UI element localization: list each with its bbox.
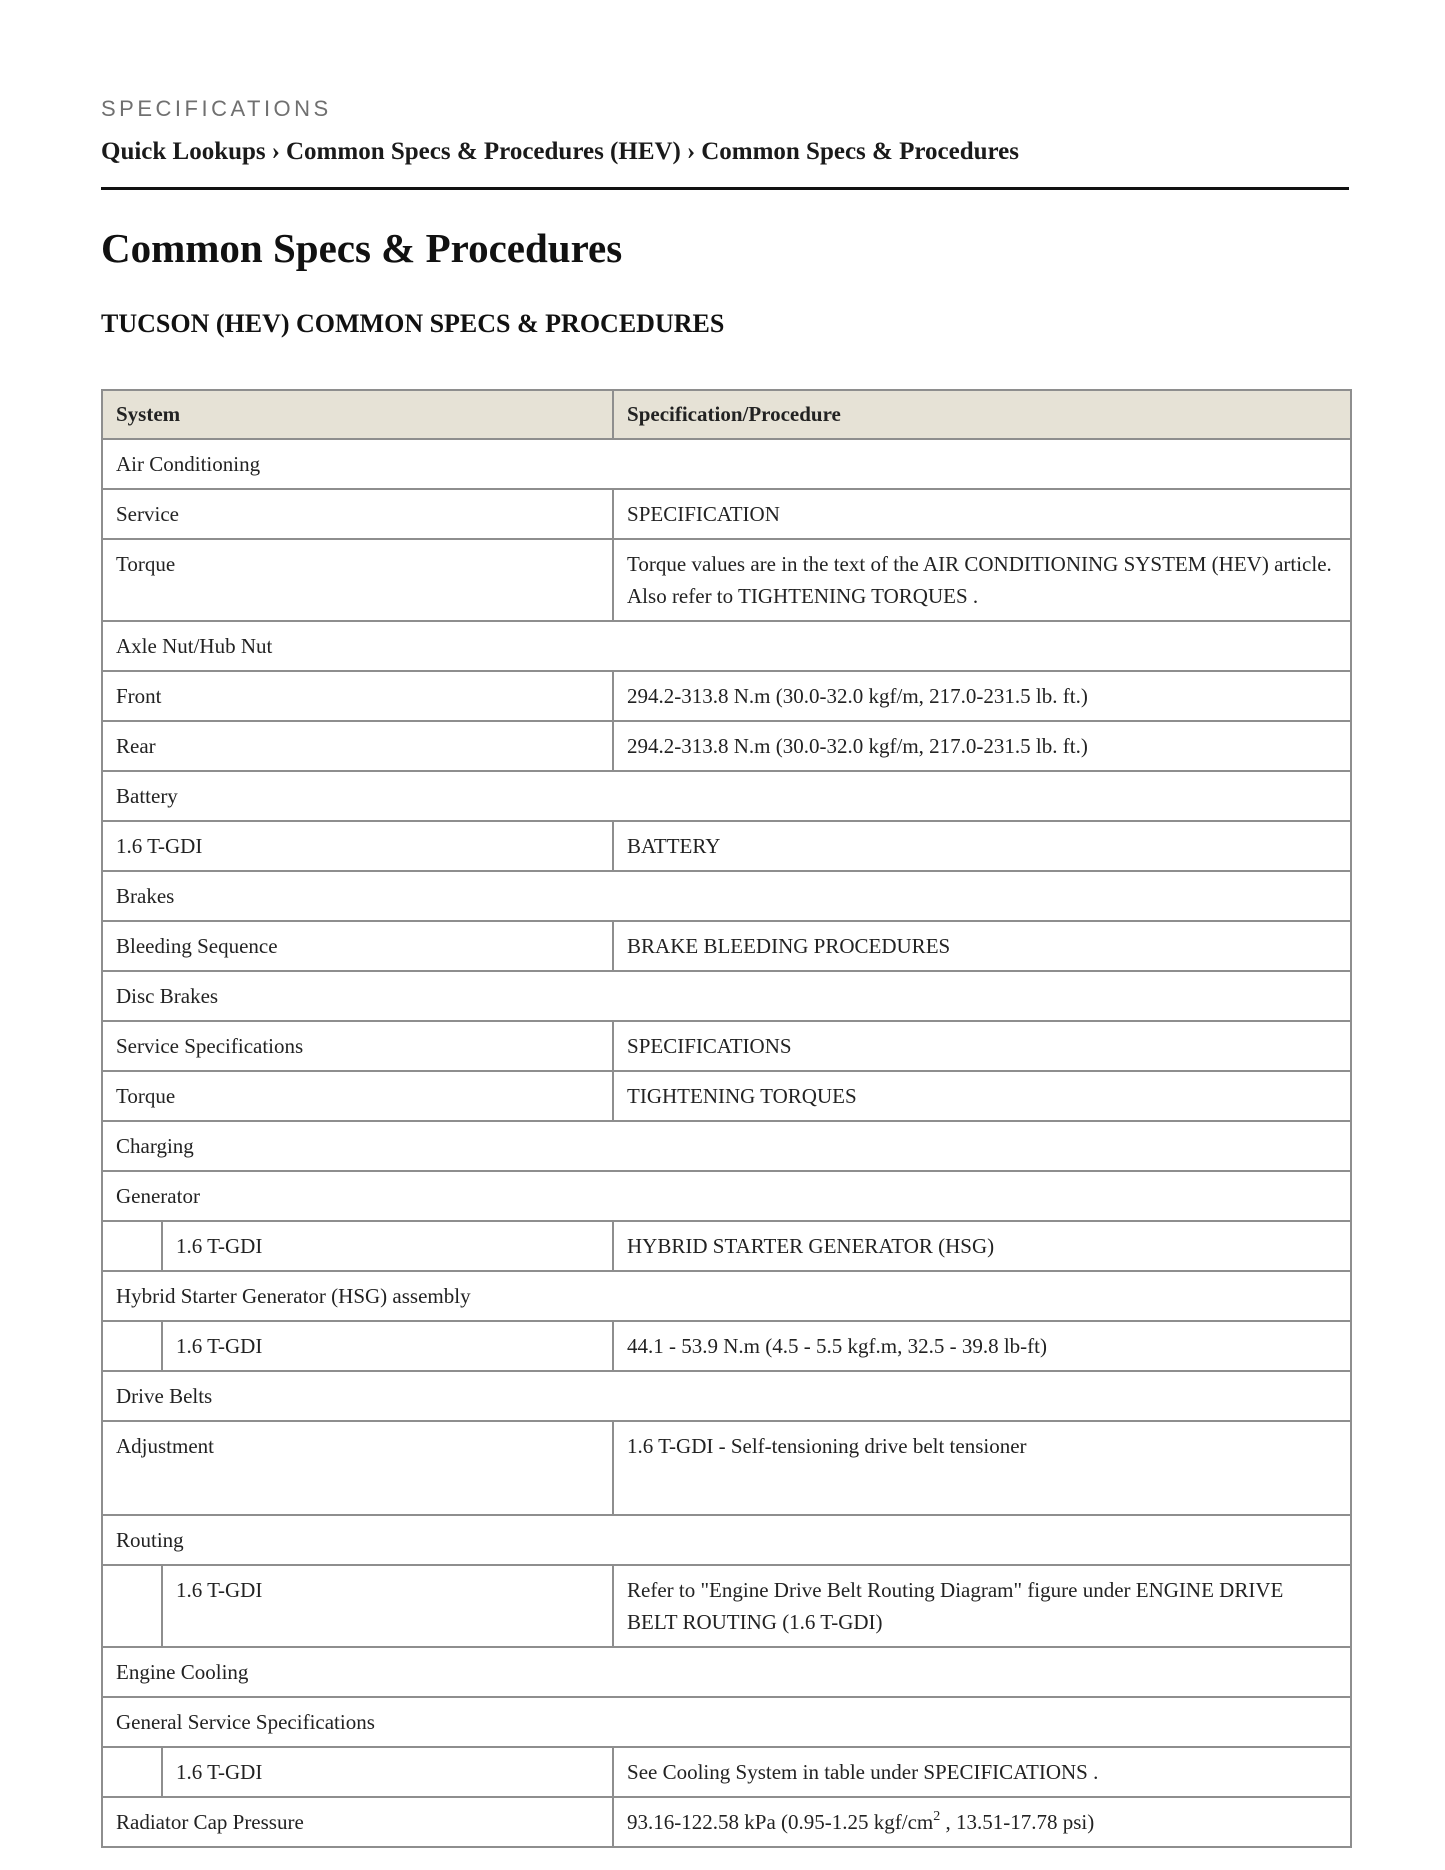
system-cell: Front bbox=[102, 671, 613, 721]
table-row-subgroup bbox=[102, 1697, 1351, 1747]
page-subtitle: TUCSON (HEV) COMMON SPECS & PROCEDURES bbox=[101, 309, 725, 338]
table-row-group bbox=[102, 1371, 1351, 1421]
system-cell: Air Conditioning bbox=[102, 439, 1351, 489]
table-row bbox=[102, 721, 1351, 771]
indent-gutter-cell bbox=[102, 1321, 162, 1371]
system-cell: 1.6 T-GDI bbox=[162, 1321, 613, 1371]
system-cell: Bleeding Sequence bbox=[102, 921, 613, 971]
spec-value-text: 93.16-122.58 kPa (0.95-1.25 kgf/cm bbox=[627, 1810, 934, 1834]
system-cell: Axle Nut/Hub Nut bbox=[102, 621, 1351, 671]
spec-cell[interactable]: HYBRID STARTER GENERATOR (HSG) bbox=[613, 1221, 1351, 1271]
spec-cell[interactable]: BATTERY bbox=[613, 821, 1351, 871]
system-cell: Battery bbox=[102, 771, 1351, 821]
table-row bbox=[102, 821, 1351, 871]
system-cell: Service Specifications bbox=[102, 1021, 613, 1071]
table-header-row bbox=[102, 390, 1351, 439]
table-row bbox=[102, 1797, 1351, 1847]
system-cell: General Service Specifications bbox=[102, 1697, 1351, 1747]
page-title: Common Specs & Procedures bbox=[101, 225, 623, 271]
system-cell: Generator bbox=[102, 1171, 1351, 1221]
spec-cell: 294.2-313.8 N.m (30.0-32.0 kgf/m, 217.0-231.5 lb. ft.) bbox=[613, 671, 1351, 721]
table-row bbox=[102, 539, 1351, 621]
system-cell: 1.6 T-GDI bbox=[162, 1747, 613, 1797]
table-row-group bbox=[102, 1121, 1351, 1171]
indent-gutter-cell bbox=[102, 1747, 162, 1797]
breadcrumb-separator: › bbox=[686, 138, 696, 165]
table-row-group bbox=[102, 871, 1351, 921]
column-header-spec: Specification/Procedure bbox=[613, 390, 1351, 439]
table-row bbox=[102, 1421, 1351, 1515]
superscript-exponent: 2 bbox=[933, 1809, 941, 1824]
table-row bbox=[102, 489, 1351, 539]
table-row bbox=[102, 1565, 1351, 1647]
spec-cell bbox=[613, 1797, 1351, 1847]
system-cell: Disc Brakes bbox=[102, 971, 1351, 1021]
column-header-system: System bbox=[102, 390, 613, 439]
system-cell: Drive Belts bbox=[102, 1371, 1351, 1421]
system-cell: Brakes bbox=[102, 871, 1351, 921]
section-label: SPECIFICATIONS bbox=[101, 96, 332, 121]
system-cell: Torque bbox=[102, 539, 613, 621]
system-cell: Rear bbox=[102, 721, 613, 771]
table-row bbox=[102, 1021, 1351, 1071]
spec-cell: See Cooling System in table under SPECIFICATIONS . bbox=[613, 1747, 1351, 1797]
indent-gutter-cell bbox=[102, 1565, 162, 1647]
system-cell: 1.6 T-GDI bbox=[162, 1565, 613, 1647]
table-row-group bbox=[102, 439, 1351, 489]
header-divider bbox=[101, 187, 1349, 190]
table-row-subgroup bbox=[102, 971, 1351, 1021]
system-cell: Radiator Cap Pressure bbox=[102, 1797, 613, 1847]
table-row-group bbox=[102, 1647, 1351, 1697]
system-cell: Hybrid Starter Generator (HSG) assembly bbox=[102, 1271, 1351, 1321]
breadcrumb bbox=[101, 138, 1349, 166]
system-cell: 1.6 T-GDI bbox=[102, 821, 613, 871]
spec-cell: Refer to "Engine Drive Belt Routing Diagram" figure under ENGINE DRIVE BELT ROUTING (1.6 T-GDI) bbox=[613, 1565, 1351, 1647]
spec-cell[interactable]: TIGHTENING TORQUES bbox=[613, 1071, 1351, 1121]
table-row-subgroup bbox=[102, 1171, 1351, 1221]
system-cell: Routing bbox=[102, 1515, 1351, 1565]
spec-cell[interactable]: SPECIFICATION bbox=[613, 489, 1351, 539]
breadcrumb-item-current: Common Specs & Procedures bbox=[701, 138, 1020, 165]
spec-cell[interactable]: BRAKE BLEEDING PROCEDURES bbox=[613, 921, 1351, 971]
breadcrumb-item-common-specs-hev[interactable]: Common Specs & Procedures (HEV) bbox=[286, 138, 681, 165]
table-row bbox=[102, 1321, 1351, 1371]
table-row bbox=[102, 1747, 1351, 1797]
indent-gutter-cell bbox=[102, 1221, 162, 1271]
spec-cell: Torque values are in the text of the AIR CONDITIONING SYSTEM (HEV) article. Also refer to TIGHTENING TORQUES . bbox=[613, 539, 1351, 621]
system-cell: Service bbox=[102, 489, 613, 539]
table-row bbox=[102, 921, 1351, 971]
table-row bbox=[102, 1071, 1351, 1121]
table-row bbox=[102, 1221, 1351, 1271]
breadcrumb-separator: › bbox=[271, 138, 280, 165]
specs-table bbox=[101, 389, 1352, 1848]
system-cell: 1.6 T-GDI bbox=[162, 1221, 613, 1271]
spec-cell[interactable]: SPECIFICATIONS bbox=[613, 1021, 1351, 1071]
system-cell: Engine Cooling bbox=[102, 1647, 1351, 1697]
system-cell: Adjustment bbox=[102, 1421, 613, 1515]
table-row-group bbox=[102, 771, 1351, 821]
system-cell: Torque bbox=[102, 1071, 613, 1121]
table-row-subgroup bbox=[102, 1515, 1351, 1565]
spec-cell: 44.1 - 53.9 N.m (4.5 - 5.5 kgf.m, 32.5 - 39.8 lb-ft) bbox=[613, 1321, 1351, 1371]
table-row-group bbox=[102, 621, 1351, 671]
table-row-subgroup bbox=[102, 1271, 1351, 1321]
breadcrumb-item-quick-lookups[interactable]: Quick Lookups bbox=[101, 138, 266, 165]
system-cell: Charging bbox=[102, 1121, 1351, 1171]
spec-cell: 1.6 T-GDI - Self-tensioning drive belt tensioner bbox=[613, 1421, 1351, 1515]
table-row bbox=[102, 671, 1351, 721]
spec-cell: 294.2-313.8 N.m (30.0-32.0 kgf/m, 217.0-231.5 lb. ft.) bbox=[613, 721, 1351, 771]
spec-value-text: , 13.51-17.78 psi) bbox=[940, 1810, 1095, 1834]
